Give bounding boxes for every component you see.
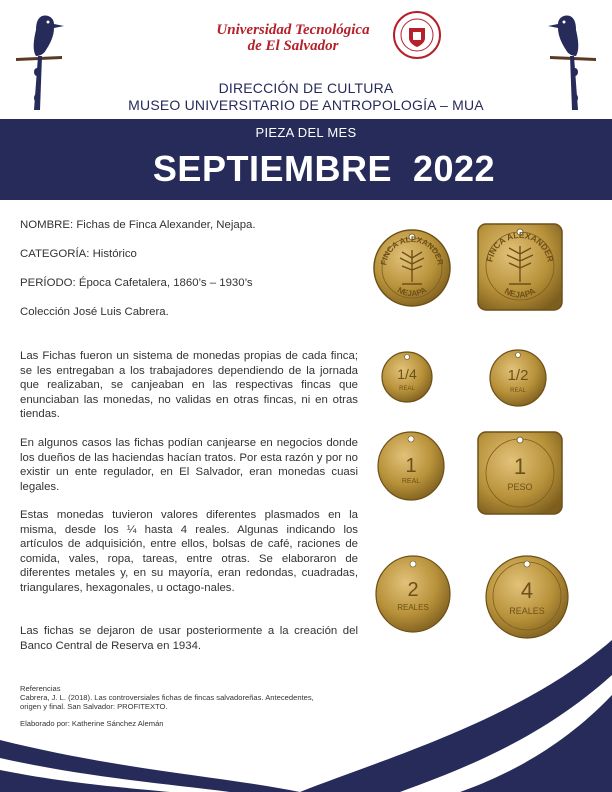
coin-one-real-unit: REAL <box>401 478 421 485</box>
coin-round-bottom-text: NEJAPA <box>395 285 429 299</box>
coin-four-value: 4 <box>520 578 534 603</box>
coin-one-peso <box>476 430 564 516</box>
references-line1: Cabrera, J. L. (2018). Las controversiales fichas de fincas salvadoreñas. Antecedentes, <box>20 693 314 702</box>
university-name-line1: Universidad Tecnológica <box>216 22 370 38</box>
coin-half-unit: REAL <box>510 388 526 394</box>
museum-title: MUSEO UNIVERSITARIO DE ANTROPOLOGÍA – MUA <box>128 97 484 113</box>
categoria-value: Histórico <box>92 248 137 260</box>
nombre-label: NOMBRE: <box>20 219 74 231</box>
department-title: DIRECCIÓN DE CULTURA <box>218 80 394 96</box>
references-heading: Referencias <box>20 684 61 693</box>
coin-one-real-value: 1 <box>405 455 417 477</box>
periodo-line <box>20 276 358 291</box>
coin-two-reales <box>374 554 452 634</box>
coin-two-unit: REALES <box>397 603 429 612</box>
paragraph-4: Las fichas se dejaron de usar posteriormente a la creación del Banco Central de Reserva en 1934. <box>20 625 358 652</box>
nombre-value: Fichas de Finca Alexander, Nejapa. <box>76 219 256 231</box>
coin-one-peso-value: 1 <box>513 454 527 479</box>
paragraph-1: Las Fichas fueron un sistema de monedas propias de cada finca; se les entregaban a los trabajadores dependiendo de la jornada que realizaban, se canjeaban en las respectivas fincas que enunciaban las monedas, no validas en otras fincas, ni en otras tiendas. <box>20 350 358 421</box>
coin-half-value: 1/2 <box>507 367 529 384</box>
coin-one-real <box>376 430 446 502</box>
periodo-value: Época Cafetalera, 1860’s – 1930’s <box>78 277 253 289</box>
banner-year: 2022 <box>412 148 496 189</box>
coin-quarter-real <box>380 350 434 404</box>
coin-half-real <box>488 348 548 408</box>
categoria-label: CATEGORÍA: <box>20 248 90 260</box>
university-seal-icon <box>392 10 442 60</box>
coin-square-top-text: FINCA ALEXANDER <box>484 229 556 263</box>
banner-date <box>0 148 612 190</box>
coin-quarter-unit: REAL <box>399 386 415 392</box>
references-line2: origen y final. San Salvador: PROFITEXTO. <box>20 702 168 711</box>
nombre-line <box>20 218 358 233</box>
paragraph-2: En algunos casos las fichas podían canjearse en negocios donde los dueños de las haciendas hacían tratos. Por esta razón y por no existir un ente regulador, en El Salvador, eran monedas cuasi legales. <box>20 437 358 493</box>
references <box>20 684 340 711</box>
paragraph-3: Estas monedas tuvieron valores diferentes plasmados en la misma, desde los ¼ hasta 4 reales. Algunas indicando los artículos de adquisición, entre ellos, bolsas de café, raciones de comida, vales, ropa, tareas, entre otras. Se elaboraron de diferentes metales y, en su mayoría, eran redondas, cuadradas, triangulares, hexagonales, u octago-nales. <box>20 509 358 594</box>
coin-quarter-value: 1/4 <box>397 366 417 382</box>
author-credit: Elaborado por: Katherine Sánchez Alemán <box>20 719 164 728</box>
university-logo-text <box>198 22 388 54</box>
coin-finca-alexander-square <box>476 222 564 312</box>
coin-four-unit: REALES <box>509 606 545 616</box>
coleccion-line: Colección José Luis Cabrera. <box>20 306 169 318</box>
coin-finca-alexander-round <box>372 228 452 308</box>
banner-month: SEPTIEMBRE <box>152 148 392 189</box>
coin-four-reales <box>484 554 570 640</box>
university-name-line2: de El Salvador <box>247 38 339 54</box>
coin-square-bottom-text: NEJAPA <box>502 285 538 300</box>
coin-round-top-text: FINCA ALEXANDER <box>379 234 445 266</box>
coin-one-peso-unit: PESO <box>507 482 533 492</box>
coin-two-value: 2 <box>407 579 419 601</box>
banner-label: PIEZA DEL MES <box>255 125 357 140</box>
categoria-line <box>20 247 358 262</box>
periodo-label: PERÍODO: <box>20 277 76 289</box>
